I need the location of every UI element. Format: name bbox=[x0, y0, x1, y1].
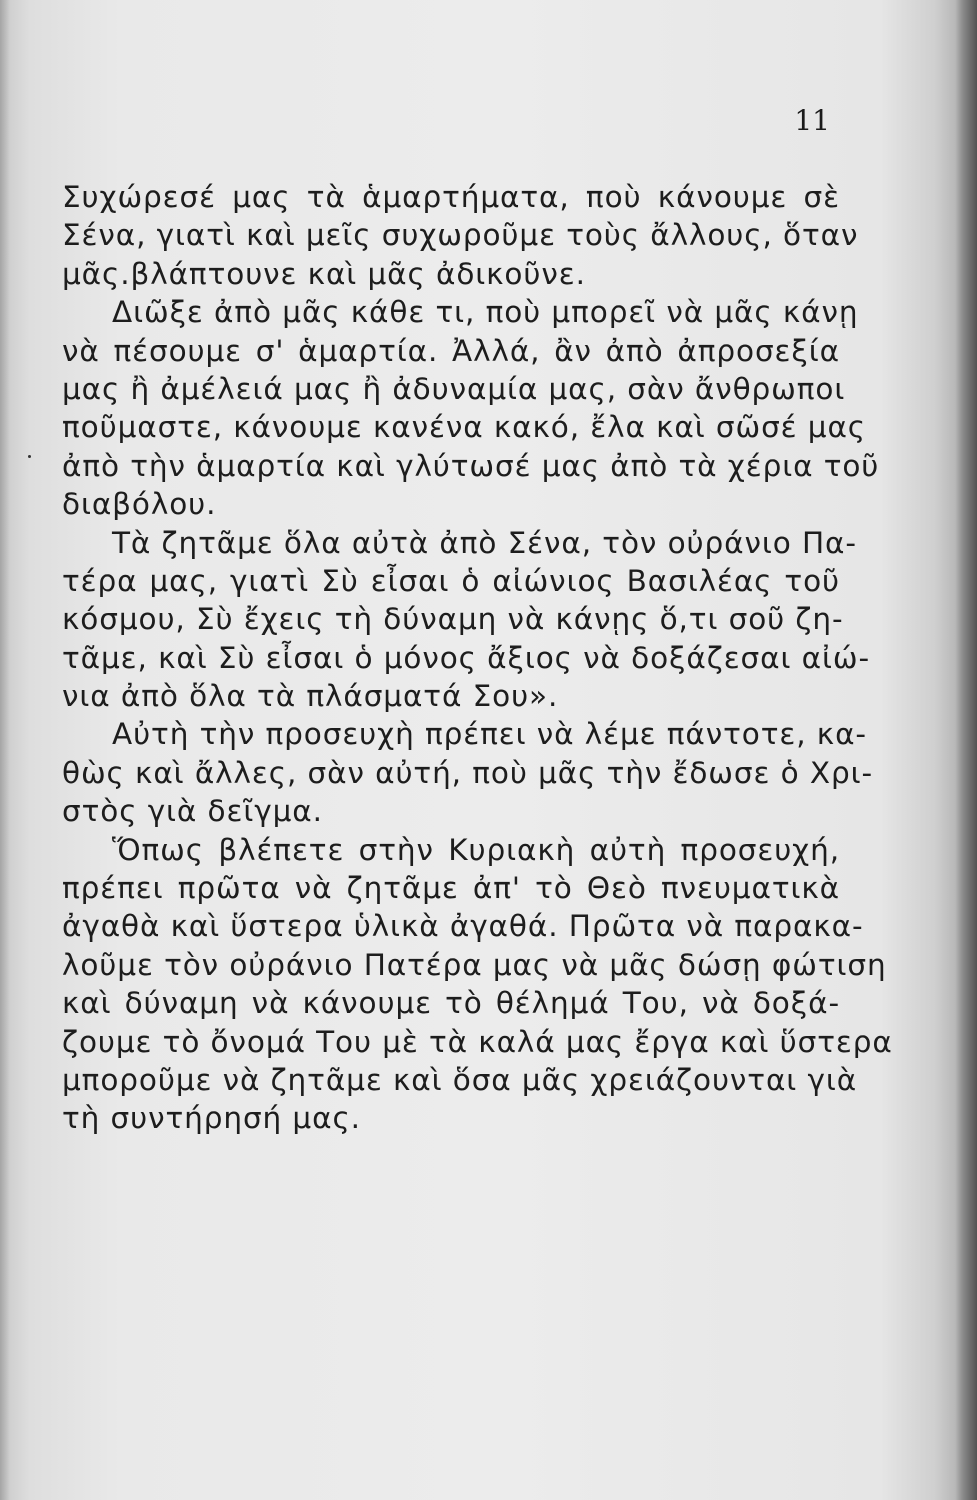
text-line: στὸς γιὰ δεῖγμα. bbox=[62, 794, 323, 829]
book-spine-shadow bbox=[955, 0, 977, 1500]
text-line: τέρα μας, γιατὶ Σὺ εἶσαι ὁ αἰώνιος Βασιλέας τοῦ bbox=[62, 563, 840, 598]
text-line: μας ἢ ἀμέλειά μας ἢ ἀδυναμία μας, σὰν ἄνθρωποι bbox=[62, 371, 846, 406]
margin-speck bbox=[28, 455, 31, 458]
text-line: Σένα, γιατὶ καὶ μεῖς συχωροῦμε τοὺς ἄλλους, ὅταν bbox=[62, 218, 859, 253]
text-line: τὴ συντήρησή μας. bbox=[62, 1101, 361, 1136]
text-line: ἀγαθὰ καὶ ὕστερα ὑλικὰ ἀγαθά. Πρῶτα νὰ παρακα- bbox=[62, 909, 864, 944]
text-line: θὼς καὶ ἄλλες, σὰν αὐτή, ποὺ μᾶς τὴν ἔδωσε ὁ Χρι- bbox=[62, 755, 874, 790]
text-line: ποῦμαστε, κάνουμε κανένα κακό, ἔλα καὶ σῶσέ μας bbox=[62, 410, 867, 445]
page-left-edge-shadow bbox=[0, 0, 10, 1500]
text-line: μᾶς.βλάπτουνε καὶ μᾶς ἀδικοῦνε. bbox=[62, 256, 586, 291]
text-line: κόσμου, Σὺ ἔχεις τὴ δύναμη νὰ κάνῃς ὅ,τι σοῦ ζη- bbox=[62, 602, 844, 637]
page-number: 11 bbox=[794, 104, 830, 137]
text-line: Τὰ ζητᾶμε ὅλα αὐτὰ ἀπὸ Σένα, τὸν οὐράνιο Πα- bbox=[112, 525, 857, 560]
text-line: ζουμε τὸ ὄνομά Του μὲ τὰ καλά μας ἔργα καὶ ὕστερα bbox=[62, 1024, 893, 1059]
text-line: λοῦμε τὸν οὐράνιο Πατέρα μας νὰ μᾶς δώσῃ φώτιση bbox=[62, 947, 887, 982]
text-line: καὶ δύναμη νὰ κάνουμε τὸ θέλημά Του, νὰ δοξά- bbox=[62, 986, 840, 1021]
text-line: νια ἀπὸ ὅλα τὰ πλάσματά Σου». bbox=[62, 679, 559, 714]
text-line: Συχώρεσέ μας τὰ ἁμαρτήματα, ποὺ κάνουμε σὲ bbox=[62, 180, 840, 214]
text-line: νὰ πέσουμε σ' ἁμαρτία. Ἀλλά, ἂν ἀπὸ ἀπροσεξία bbox=[62, 333, 840, 368]
body-text bbox=[62, 178, 893, 1138]
text-line: τᾶμε, καὶ Σὺ εἶσαι ὁ μόνος ἄξιος νὰ δοξάζεσαι αἰώ- bbox=[62, 640, 871, 675]
text-line: Διῶξε ἀπὸ μᾶς κάθε τι, ποὺ μπορεῖ νὰ μᾶς κάνῃ bbox=[112, 295, 859, 330]
text-line: Ὅπως βλέπετε στὴν Κυριακὴ αὐτὴ προσευχή, bbox=[112, 832, 840, 867]
text-line: Αὐτὴ τὴν προσευχὴ πρέπει νὰ λέμε πάντοτε, κα- bbox=[112, 717, 867, 752]
text-line: διαβόλου. bbox=[62, 487, 217, 522]
text-line: ἀπὸ τὴν ἁμαρτία καὶ γλύτωσέ μας ἀπὸ τὰ χέρια τοῦ bbox=[62, 448, 880, 483]
text-line: μποροῦμε νὰ ζητᾶμε καὶ ὅσα μᾶς χρειάζουνται γιὰ bbox=[62, 1062, 858, 1097]
text-line: πρέπει πρῶτα νὰ ζητᾶμε ἀπ' τὸ Θεὸ πνευματικὰ bbox=[62, 871, 840, 906]
